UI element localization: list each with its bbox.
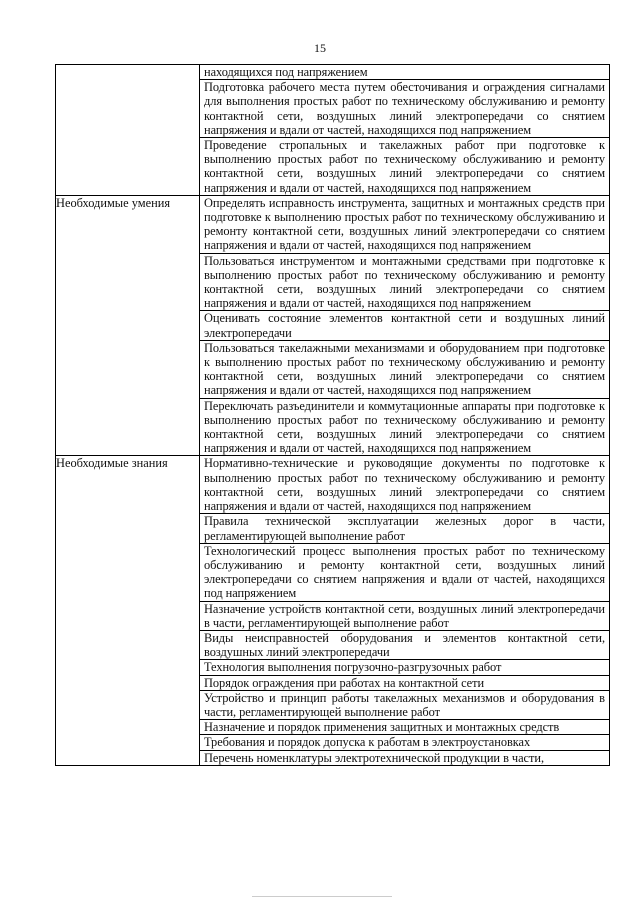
row-label [56, 65, 200, 196]
list-item: Устройство и принцип работы такелажных механизмов и оборудования в части, регламентирующей выполнение работ [200, 691, 609, 720]
list-item: Переключать разъединители и коммутационные аппараты при подготовке к выполнению простых работ по техническому обслуживанию и ремонту контактной сети, воздушных линий электропередачи со снятием напряжения и вдали от частей, находящихся под напряжением [204, 398, 605, 456]
list-item: находящихся под напряжением [200, 65, 609, 80]
row-label: Необходимые умения [56, 195, 200, 456]
list-item: Назначение и порядок применения защитных и монтажных средств [200, 720, 609, 735]
list-item: Технологический процесс выполнения простых работ по техническому обслуживанию и ремонту контактной сети, воздушных линий электропередачи со снятием напряжения и вдали от частей, находящихся под напряжением [200, 544, 609, 602]
list-item: Назначение устройств контактной сети, воздушных линий электропередачи в части, регламентирующей выполнение работ [200, 602, 609, 631]
page-number: 15 [314, 41, 326, 55]
table-row [56, 65, 610, 196]
table-row [56, 195, 610, 456]
requirements-table [55, 64, 610, 766]
list-item: Правила технической эксплуатации железных дорог в части, регламентирующей выполнение работ [200, 514, 609, 543]
list-item: Порядок ограждения при работах на контактной сети [200, 676, 609, 691]
list-item: Перечень номенклатуры электротехнической продукции в части, [204, 750, 544, 765]
list-item: Оценивать состояние элементов контактной сети и воздушных линий электропередачи [200, 311, 609, 340]
page-edge-mark [252, 896, 392, 898]
row-items [200, 456, 610, 765]
list-item: Проведение стропальных и такелажных работ при подготовке к выполнению простых работ по техническому обслуживанию и ремонту контактной сети, воздушных линий электропередачи со снятием напряжения и вдали от частей, находящихся под напряжением [204, 138, 605, 195]
list-item: Определять исправность инструмента, защитных и монтажных средств при подготовке к выполнению простых работ по техническому обслуживанию и ремонту контактной сети, воздушных линий электропередачи со снятием напряжения и вдали от частей, находящихся под напряжением [200, 196, 609, 254]
row-items [200, 195, 610, 456]
list-item: Виды неисправностей оборудования и элементов контактной сети, воздушных линий электропередачи [200, 631, 609, 660]
row-items [200, 65, 610, 196]
list-item: Подготовка рабочего места путем обесточивания и ограждения сигналами для выполнения простых работ по техническому обслуживанию и ремонту контактной сети, воздушных линий электропередачи со снятием напряжения и вдали от частей, находящихся под напряжением [200, 80, 609, 138]
table-row [56, 456, 610, 765]
list-item: Пользоваться такелажными механизмами и оборудованием при подготовке к выполнению простых работ по техническому обслуживанию и ремонту контактной сети, воздушных линий электропередачи со снятием напряжения и вдали от частей, находящихся под напряжением [200, 341, 609, 399]
list-item: Пользоваться инструментом и монтажными средствами при подготовке к выполнению простых работ по техническому обслуживанию и ремонту контактной сети, воздушных линий электропередачи со снятием напряжения и вдали от частей, находящихся под напряжением [200, 254, 609, 312]
list-item: Технология выполнения погрузочно-разгрузочных работ [200, 660, 609, 675]
list-item: Требования и порядок допуска к работам в электроустановках [200, 735, 609, 750]
row-label: Необходимые знания [56, 456, 200, 765]
list-item: Нормативно-технические и руководящие документы по подготовке к выполнению простых работ по техническому обслуживанию и ремонту контактной сети, воздушных линий электропередачи со снятием напряжения и вдали от частей, находящихся под напряжением [200, 456, 609, 514]
